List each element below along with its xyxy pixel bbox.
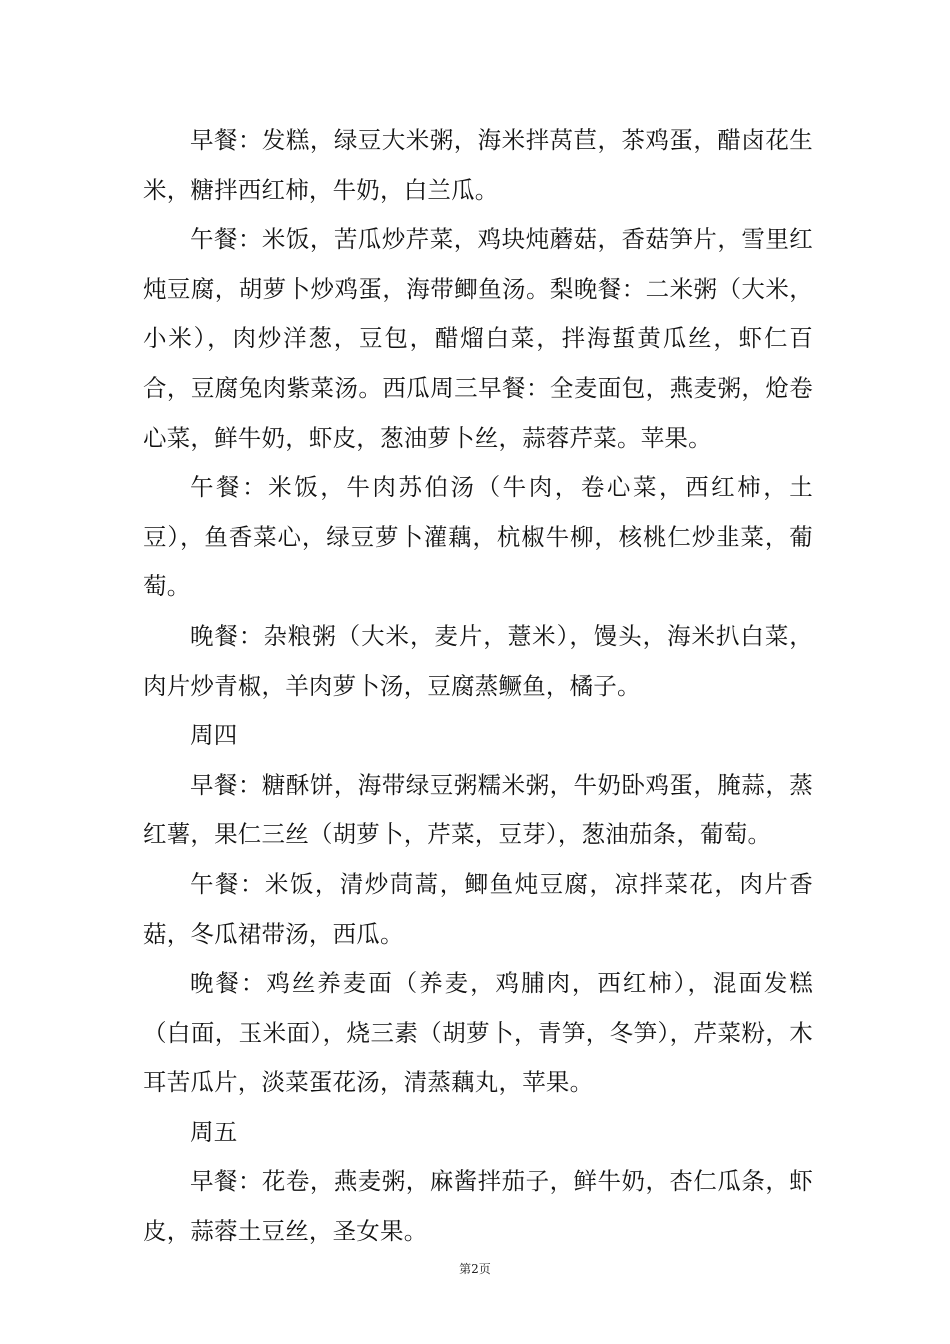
section-heading-thursday: 周四 <box>190 721 238 750</box>
paragraph-dinner-thursday: 晚餐：鸡丝养麦面（养麦，鸡脯肉，西红柿），混面发糕（白面，玉米面），烧三素（胡萝卜，青笋，冬笋），芹菜粉，木耳苦瓜片，淡菜蛋花汤，清蒸藕丸，苹果。 <box>143 969 813 1097</box>
paragraph-breakfast-friday: 早餐：花卷，燕麦粥，麻酱拌茄子，鲜牛奶，杏仁瓜条，虾皮，蒜蓉土豆丝，圣女果。 <box>143 1167 813 1246</box>
section-heading-friday: 周五 <box>190 1117 238 1146</box>
paragraph-lunch-thursday: 午餐：米饭，清炒茼蒿，鲫鱼炖豆腐，凉拌菜花，肉片香菇，冬瓜裙带汤，西瓜。 <box>143 869 813 948</box>
document-body <box>143 116 813 1257</box>
paragraph-dinner-1: 晚餐：杂粮粥（大米，麦片，薏米），馒头，海米扒白菜，肉片炒青椒，羊肉萝卜汤，豆腐蒸鳜鱼，橘子。 <box>143 621 813 700</box>
page-number: 第2页 <box>459 1262 491 1276</box>
paragraph-breakfast-thursday: 早餐：糖酥饼，海带绿豆粥糯米粥，牛奶卧鸡蛋，腌蒜，蒸红薯，果仁三丝（胡萝卜，芹菜，豆芽），葱油茄条，葡萄。 <box>143 770 813 849</box>
paragraph-lunch-2: 午餐：米饭，牛肉苏伯汤（牛肉，卷心菜，西红柿，土豆），鱼香菜心，绿豆萝卜灌藕，杭椒牛柳，核桃仁炒韭菜，葡萄。 <box>143 473 813 601</box>
paragraph-lunch-1: 午餐：米饭，苦瓜炒芹菜，鸡块炖蘑菇，香菇笋片，雪里红炖豆腐，胡萝卜炒鸡蛋，海带鲫鱼汤。梨晚餐：二米粥（大米，小米），肉炒洋葱，豆包，醋熘白菜，拌海蜇黄瓜丝，虾仁百合，豆腐兔肉紫菜汤。西瓜周三早餐：全麦面包，燕麦粥，炝卷心菜，鲜牛奶，虾皮，葱油萝卜丝，蒜蓉芹菜。苹果。 <box>143 225 813 452</box>
paragraph-breakfast-1: 早餐：发糕，绿豆大米粥，海米拌莴苣，茶鸡蛋，醋卤花生米，糖拌西红柿，牛奶，白兰瓜。 <box>143 126 813 204</box>
